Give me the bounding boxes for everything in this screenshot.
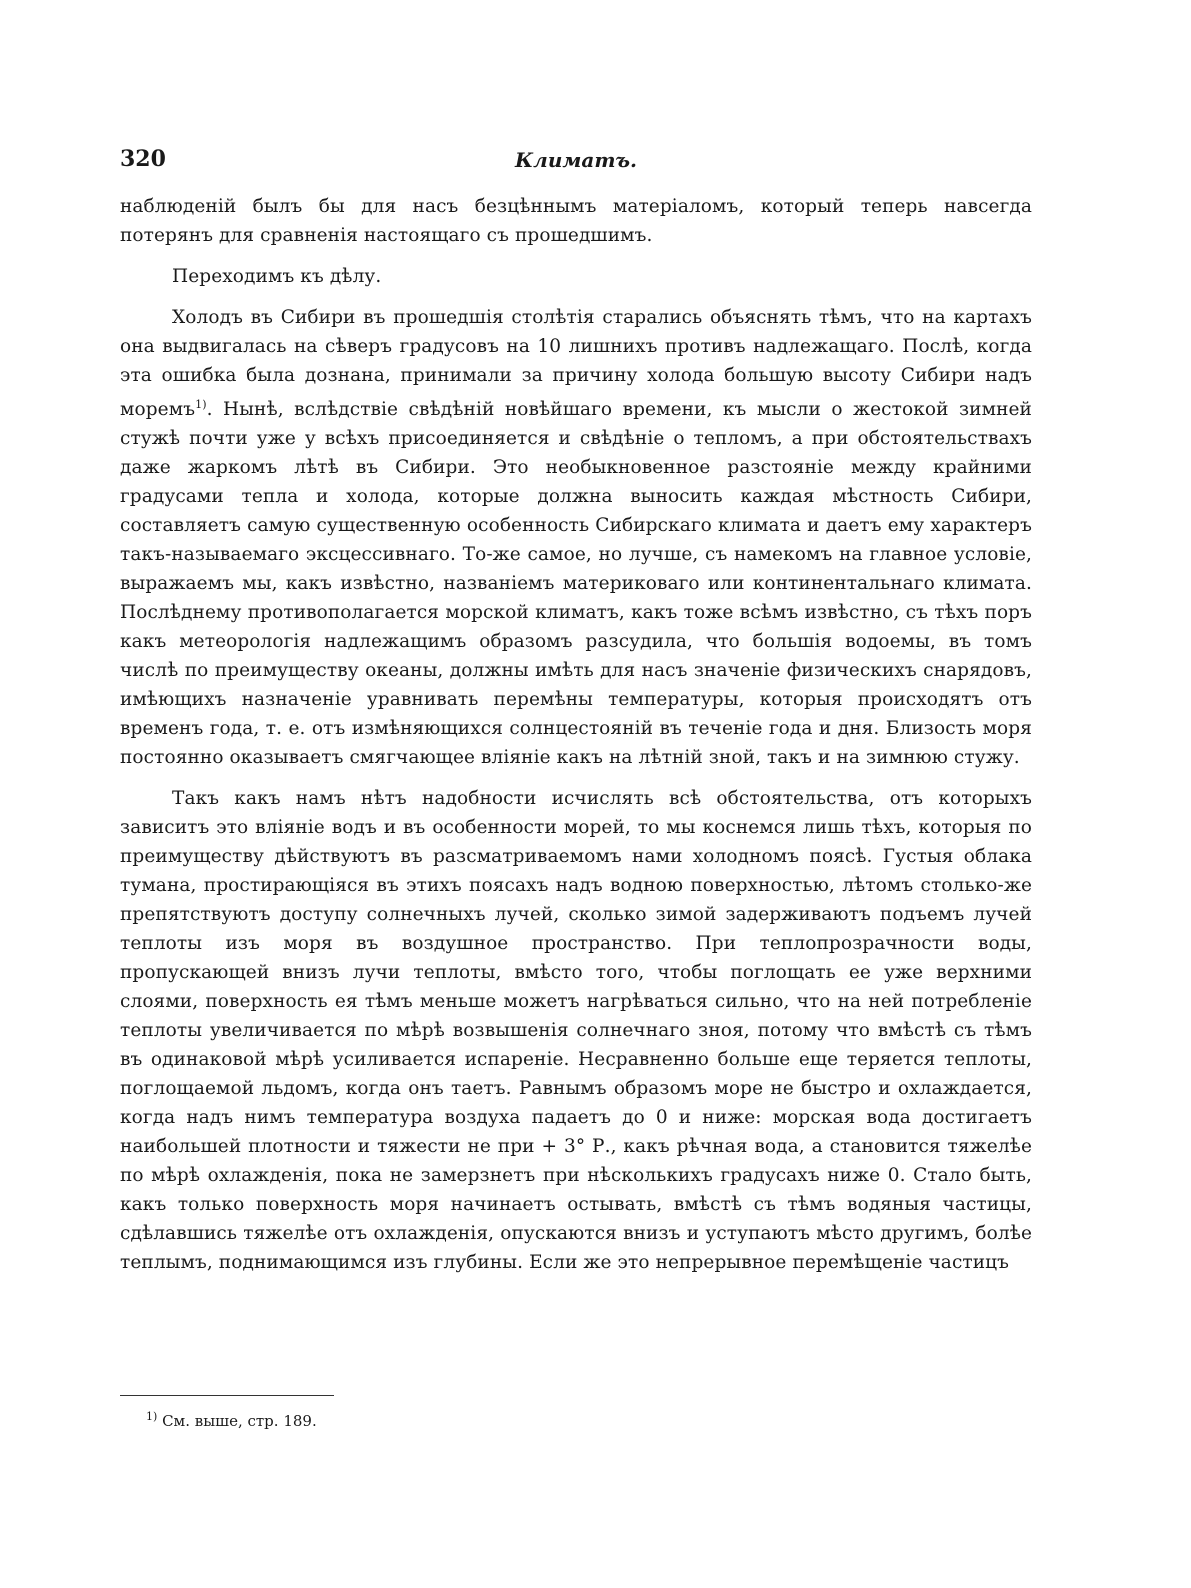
running-head bbox=[120, 138, 1032, 178]
paragraph-1: наблюденій былъ бы для насъ безцѣннымъ матеріаломъ, который теперь навсегда потерянъ для сравненія настоящаго съ прошедшимъ. bbox=[120, 196, 1032, 246]
paragraph-3-rest: . Нынѣ, вслѣдствіе свѣдѣній новѣйшаго времени, къ мысли о жестокой зимней стужѣ почти уже у всѣхъ присоединяется и свѣдѣніе о тепломъ, а при обстоятельствахъ даже жаркомъ лѣтѣ въ Сибири. Это необыкновенное разстояніе между крайними градусами тепла и холода, которые должна выносить каждая мѣстность Сибири, составляетъ самую существенную особенность Сибирскаго климата и даетъ ему характеръ такъ-называемаго эксцессивнаго. То-же самое, но лучше, съ намекомъ на главное условіе, выражаемъ мы, какъ извѣстно, названіемъ материковаго или континентальнаго климата. Послѣднему противополагается морской климатъ, какъ тоже всѣмъ извѣстно, съ тѣхъ поръ какъ метеорологія надлежащимъ образомъ разсудила, что большія водоемы, въ томъ числѣ по преимуществу океаны, должны имѣть для насъ значеніе физическихъ снарядовъ, имѣющихъ назначеніе уравнивать перемѣны температуры, которыя происходятъ отъ временъ года, т. е. отъ измѣняющихся солнцестояній въ теченіе года и дня. Близость моря постоянно оказываетъ смягчающее вліяніе какъ на лѣтній зной, такъ и на зимнюю стужу. bbox=[120, 399, 1032, 769]
paragraph-2: Переходимъ къ дѣлу. bbox=[172, 266, 382, 287]
running-title: Климатъ. bbox=[514, 148, 637, 172]
paragraph-4: Такъ какъ намъ нѣтъ надобности исчислять всѣ обстоятельства, отъ которыхъ зависитъ это вліяніе водъ и въ особенности морей, то мы коснемся лишь тѣхъ, которыя по преимуществу дѣйствуютъ въ разсматриваемомъ нами холодномъ поясѣ. Густыя облака тумана, простирающіяся въ этихъ поясахъ надъ водною поверхностью, лѣтомъ столько-же препятствуютъ доступу солнечныхъ лучей, сколько зимой задерживаютъ подъемъ лучей теплоты изъ моря въ воздушное пространство. При теплопрозрачности воды, пропускающей внизъ лучи теплоты, вмѣсто того, чтобы поглощать ее уже верхними слоями, поверхность ея тѣмъ меньше можетъ нагрѣваться сильно, что на ней потребленіе теплоты увеличивается по мѣрѣ возвышенія солнечнаго зноя, потому что вмѣстѣ съ тѣмъ въ одинаковой мѣрѣ усиливается испареніе. Несравненно больше еще теряется теплоты, поглощаемой льдомъ, когда онъ таетъ. Равнымъ образомъ море не быстро и охлаждается, когда надъ нимъ температура воздуха падаетъ до 0 и ниже: морская вода достигаетъ наибольшей плотности и тяжести не при + 3° Р., какъ рѣчная вода, а становится тяжелѣе по мѣрѣ охлажденія, пока не замерзнетъ при нѣсколькихъ градусахъ ниже 0. Стало быть, какъ только поверхность моря начинаетъ остывать, вмѣстѣ съ тѣмъ водяныя частицы, сдѣлавшись тяжелѣе отъ охлажденія, опускаются внизъ и уступаютъ мѣсто другимъ, болѣе теплымъ, поднимающимся изъ глубины. Если же это непрерывное перемѣщеніе частицъ bbox=[120, 788, 1032, 1274]
paragraph-3 bbox=[120, 303, 1032, 772]
footnote bbox=[146, 1410, 317, 1430]
body-text bbox=[120, 192, 1032, 1277]
footnote-mark: 1) bbox=[146, 1410, 158, 1423]
footnote-text: См. выше, стр. 189. bbox=[157, 1412, 317, 1430]
page bbox=[120, 138, 1032, 1289]
paragraph-3-start: Холодъ въ Сибири въ прошедшія столѣтія старались объяснять тѣмъ, что на картахъ она выдвигалась на сѣверъ градусовъ на 10 лишнихъ противъ надлежащаго. Послѣ, когда эта ошибка была дознана, принимали за причину холода большую высоту Сибири надъ моремъ bbox=[120, 307, 1032, 421]
footnote-reference: 1) bbox=[195, 398, 207, 411]
page-number: 320 bbox=[120, 146, 166, 172]
footnote-rule bbox=[120, 1395, 334, 1396]
